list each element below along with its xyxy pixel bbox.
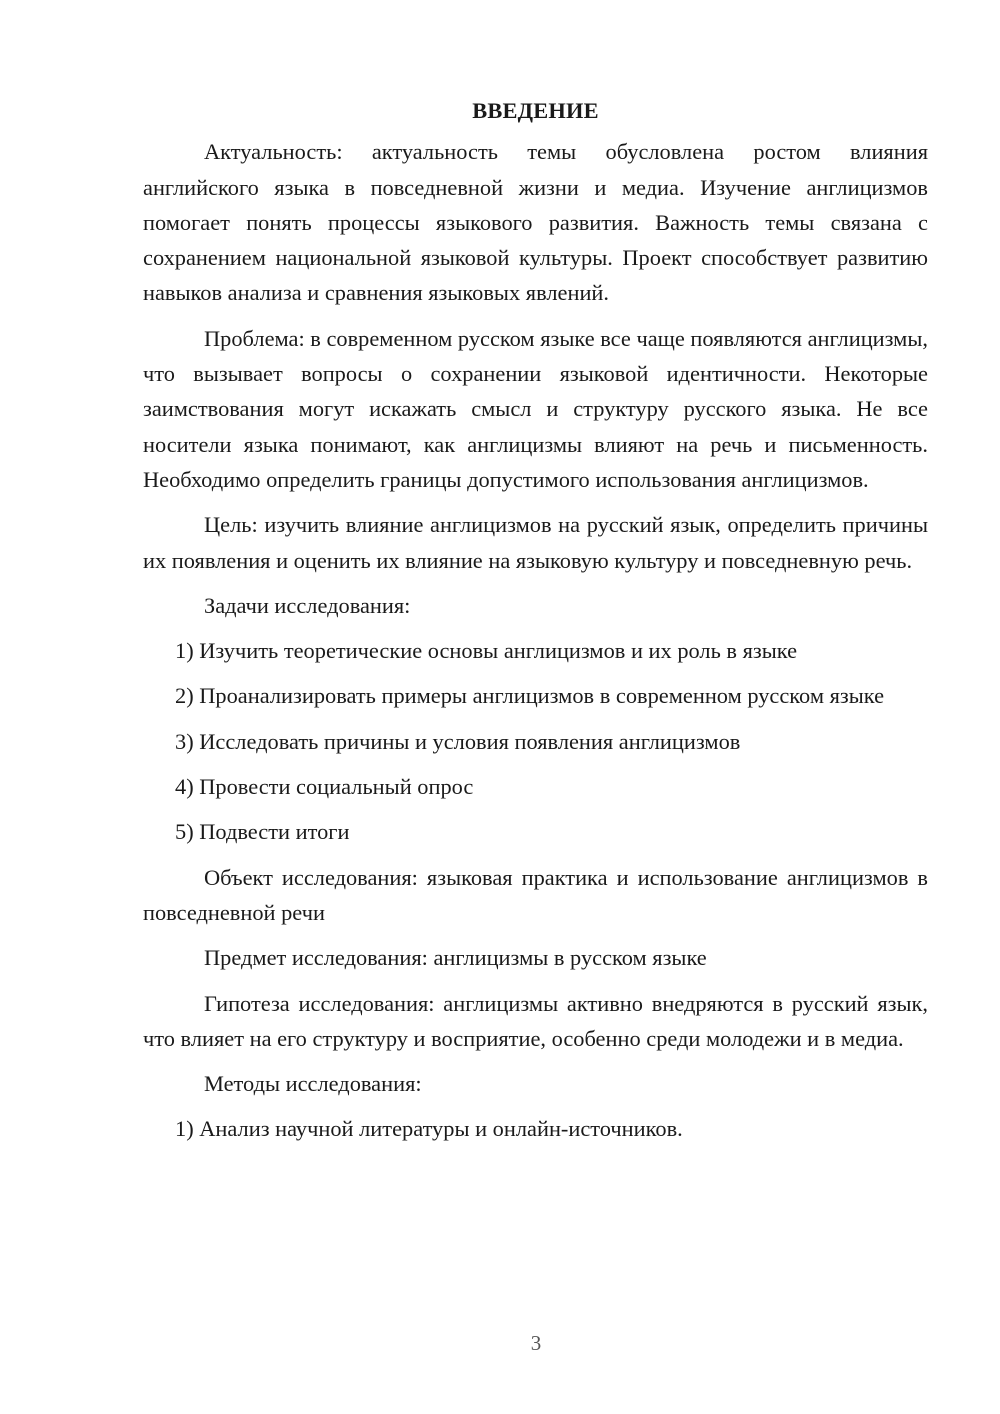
task-item-4: 4) Провести социальный опрос: [175, 774, 474, 800]
task-item-3: 3) Исследовать причины и условия появления англицизмов: [175, 728, 741, 754]
task-item-2: 2) Проанализировать примеры англицизмов в современном русском языке: [175, 683, 885, 709]
page-content: [143, 93, 928, 1157]
methods-heading: Методы исследования:: [204, 1071, 422, 1097]
relevance-paragraph: Актуальность: актуальность темы обусловлена ростом влияния английского языка в повседневной жизни и медиа. Изучение англицизмов помогает понять процессы языкового развития. Важность темы связана с сохранением национальной языковой культуры. Проект способствует развитию навыков анализа и сравнения языковых явлений.: [143, 139, 928, 306]
task-item-5: 5) Подвести итоги: [175, 819, 350, 845]
section-title: ВВЕДЕНИЕ: [472, 98, 599, 123]
goal-paragraph: Цель: изучить влияние англицизмов на русский язык, определить причины их появления и оценить их влияние на языковую культуру и повседневную речь.: [143, 512, 928, 573]
hypothesis-paragraph: Гипотеза исследования: англицизмы активно внедряются в русский язык, что влияет на его структуру и восприятие, особенно среди молодежи и в медиа.: [143, 990, 928, 1051]
page-number: 3: [530, 1331, 542, 1355]
problem-paragraph: Проблема: в современном русском языке все чаще появляются англицизмы, что вызывает вопросы о сохранении языковой идентичности. Некоторые заимствования могут искажать смысл и структуру русского языка. Не все носители языка понимают, как англицизмы влияют на речь и письменность. Необходимо определить границы допустимого использования англицизмов.: [143, 325, 928, 492]
tasks-heading: Задачи исследования:: [204, 592, 411, 618]
task-item-1: 1) Изучить теоретические основы англицизмов и их роль в языке: [175, 638, 798, 664]
subject-paragraph: Предмет исследования: англицизмы в русском языке: [204, 945, 707, 971]
object-paragraph: Объект исследования: языковая практика и использование англицизмов в повседневной речи: [143, 864, 928, 925]
method-item-1: 1) Анализ научной литературы и онлайн-источников.: [175, 1116, 683, 1142]
